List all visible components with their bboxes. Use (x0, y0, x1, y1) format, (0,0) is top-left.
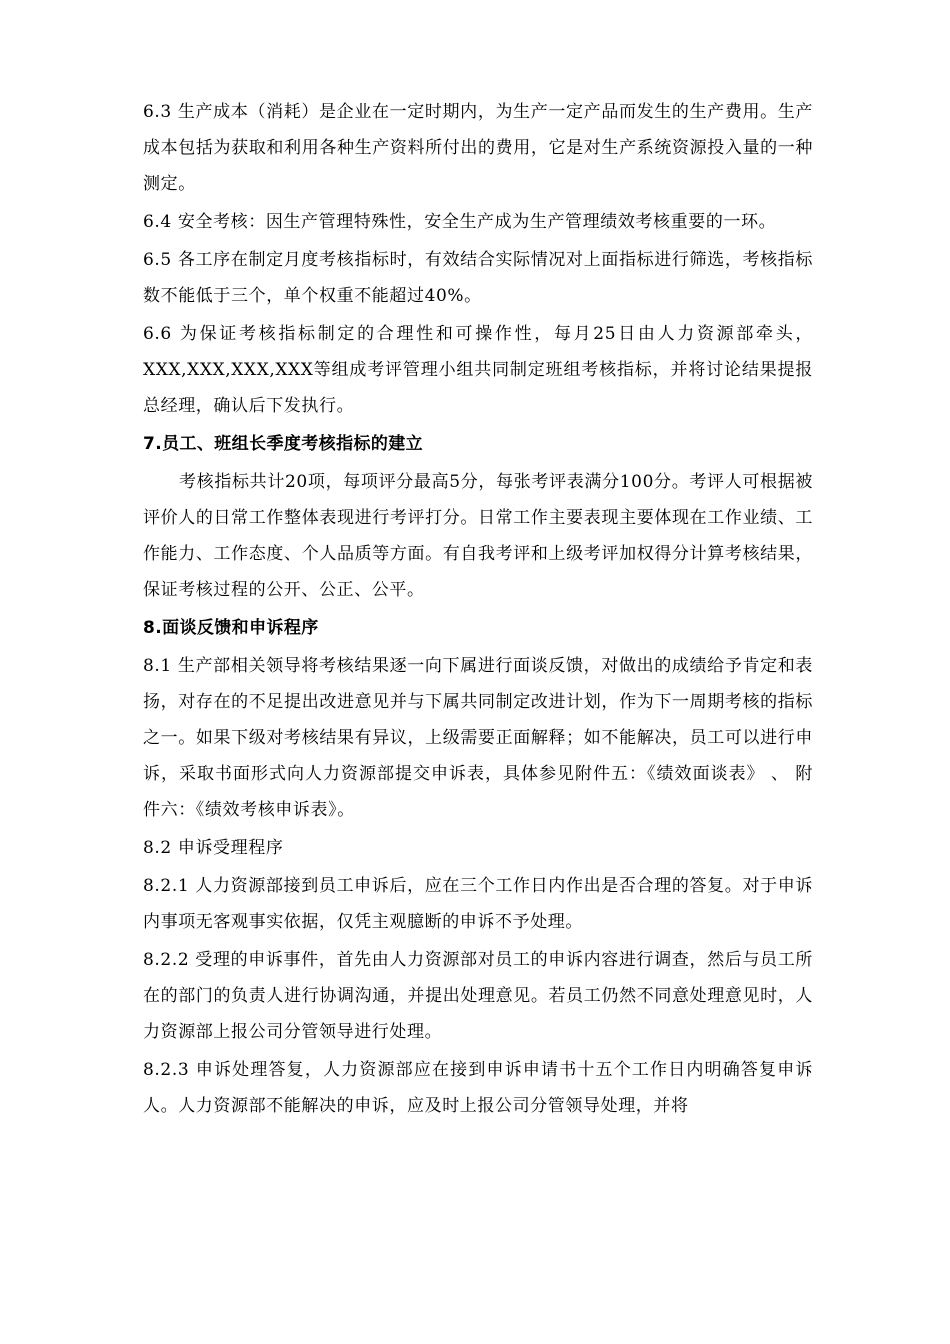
document-page (143, 94, 813, 1126)
section-heading-8: 8.面谈反馈和申诉程序 (143, 618, 319, 638)
paragraph-8-1: 8.1 生产部相关领导将考核结果逐一向下属进行面谈反馈，对做出的成绩给予肯定和表扬，对存在的不足提出改进意见并与下属共同制定改进计划，作为下一周期考核的指标之一。如果下级对考核结果有异议，上级需要正面解释；如不能解决，员工可以进行申诉，采取书面形式向人力资源部提交申诉表，具体参见附件五：《绩效面谈表》 、 附件六：《绩效考核申诉表》。 (143, 656, 813, 820)
paragraph-6-4: 6.4 安全考核：因生产管理特殊性，安全生产成为生产管理绩效考核重要的一环。 (143, 212, 777, 232)
paragraph-8-2-3: 8.2.3 申诉处理答复，人力资源部应在接到申诉申请书十五个工作日内明确答复申诉人。人力资源部不能解决的申诉，应及时上报公司分管领导处理，并将 (143, 1060, 813, 1116)
paragraph-7-body: 考核指标共计20项，每项评分最高5分，每张考评表满分100分。考评人可根据被评价人的日常工作整体表现进行考评打分。日常工作主要表现主要体现在工作业绩、工作能力、工作态度、个人品质等方面。有自我考评和上级考评加权得分计算考核结果，保证考核过程的公开、公正、公平。 (143, 472, 813, 600)
paragraph-8-2-2: 8.2.2 受理的申诉事件，首先由人力资源部对员工的申诉内容进行调查，然后与员工所在的部门的负责人进行协调沟通，并提出处理意见。若员工仍然不同意处理意见时，人力资源部上报公司分管领导进行处理。 (143, 950, 813, 1042)
paragraph-8-2: 8.2 申诉受理程序 (143, 838, 284, 858)
paragraph-8-2-1: 8.2.1 人力资源部接到员工申诉后，应在三个工作日内作出是否合理的答复。对于申诉内事项无客观事实依据，仅凭主观臆断的申诉不予处理。 (143, 876, 813, 932)
paragraph-6-5: 6.5 各工序在制定月度考核指标时，有效结合实际情况对上面指标进行筛选，考核指标数不能低于三个，单个权重不能超过40%。 (143, 250, 813, 306)
section-heading-7: 7.员工、班组长季度考核指标的建立 (143, 434, 424, 454)
paragraph-6-6: 6.6 为保证考核指标制定的合理性和可操作性，每月25日由人力资源部牵头，XXX,XXX,XXX,XXX等组成考评管理小组共同制定班组考核指标，并将讨论结果提报总经理，确认后下发执行。 (143, 324, 813, 416)
paragraph-6-3: 6.3 生产成本（消耗）是企业在一定时期内，为生产一定产品而发生的生产费用。生产成本包括为获取和利用各种生产资料所付出的费用，它是对生产系统资源投入量的一种测定。 (143, 102, 813, 194)
